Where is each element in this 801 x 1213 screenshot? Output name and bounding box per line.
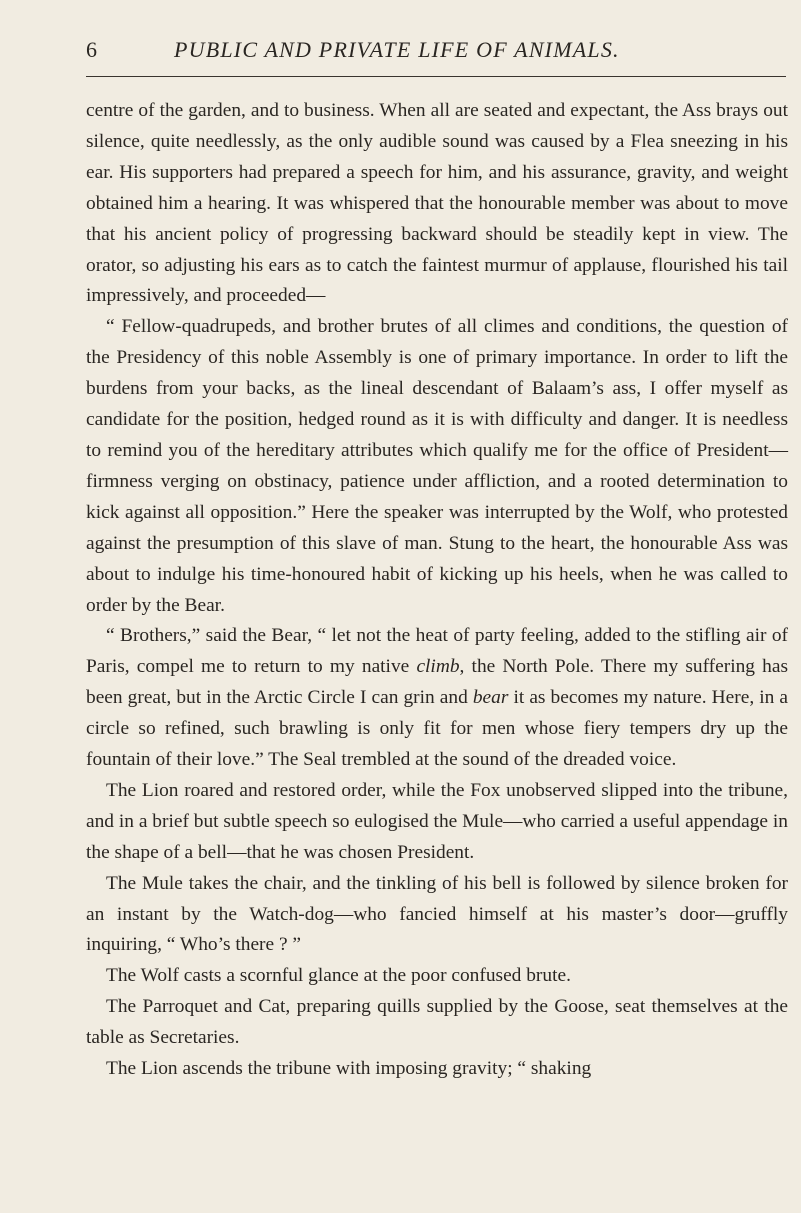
paragraph-segment: , the North Pole. There my suffering has been great, but in the Arctic Circle I can grin and (86, 656, 788, 709)
paragraph: The Parroquet and Cat, preparing quills supplied by the Goose, seat themselves at the table as Secretaries. (86, 996, 788, 1049)
running-title: PUBLIC AND PRIVATE LIFE OF ANIMALS. (174, 37, 620, 62)
paragraph: The Wolf casts a scornful glance at the poor confused brute. (106, 965, 571, 987)
italic-word-climb: climb (416, 656, 460, 678)
paragraph: centre of the garden, and to business. When all are seated and expectant, the Ass brays out silence, quite needlessly, as the only audible sound was caused by a Flea sneezing in his ear. His supporters had prepared a speech for him, and his assurance, gravity, and weight obtained him a hearing. It was whispered that the honourable member was about to move that his ancient policy of progressing backward should be steadily kept in view. The orator, so adjusting his ears as to catch the faintest murmur of applause, flourished his tail impressively, and proceeded— (86, 100, 788, 307)
paragraph-segment: it as becomes my nature. Here, in a circle so refined, such brawling is only fit for men whose fiery tempers dry up the fountain of their love.” The Seal trembled at the sound of the dreaded voice. (86, 687, 788, 771)
paragraph: The Lion roared and restored order, while the Fox unobserved slipped into the tribune, and in a brief but subtle speech so eulogised the Mule—who carried a useful appendage in the shape of a bell—that he was chosen President. (86, 779, 788, 863)
page-header (86, 36, 786, 76)
paragraph: The Mule takes the chair, and the tinkling of his bell is followed by silence broken for an instant by the Watch-dog—who fancied himself at his master’s door—gruffly inquiring, “ Who’s there ? ” (86, 872, 788, 956)
italic-word-bear: bear (472, 687, 509, 709)
body-text (86, 96, 788, 1085)
paragraph: “ Fellow-quadrupeds, and brother brutes of all climes and conditions, the question of the Presidency of this noble Assembly is one of primary importance. In order to lift the burdens from your backs, as the lineal descendant of Balaam’s ass, I offer myself as candidate for the position, hedged round as it is with difficulty and danger. It is needless to remind you of the hereditary attributes which qualify me for the office of President—firmness verging on obstinacy, patience under affliction, and a rooted determination to kick against all opposition.” Here the speaker was interrupted by the Wolf, who protested against the presumption of this slave of man. Stung to the heart, the honourable Ass was about to indulge his time-honoured habit of kicking up his heels, when he was called to order by the Bear. (86, 316, 788, 616)
paragraph-segment: “ Brothers,” said the Bear, “ let not the heat of party feeling, added to the stifling air of Paris, compel me to return to my native (86, 625, 788, 678)
header-rule (86, 76, 786, 77)
paragraph (86, 621, 788, 776)
paragraph: The Lion ascends the tribune with imposing gravity; “ shaking (106, 1058, 592, 1080)
page-number: 6 (86, 37, 97, 62)
